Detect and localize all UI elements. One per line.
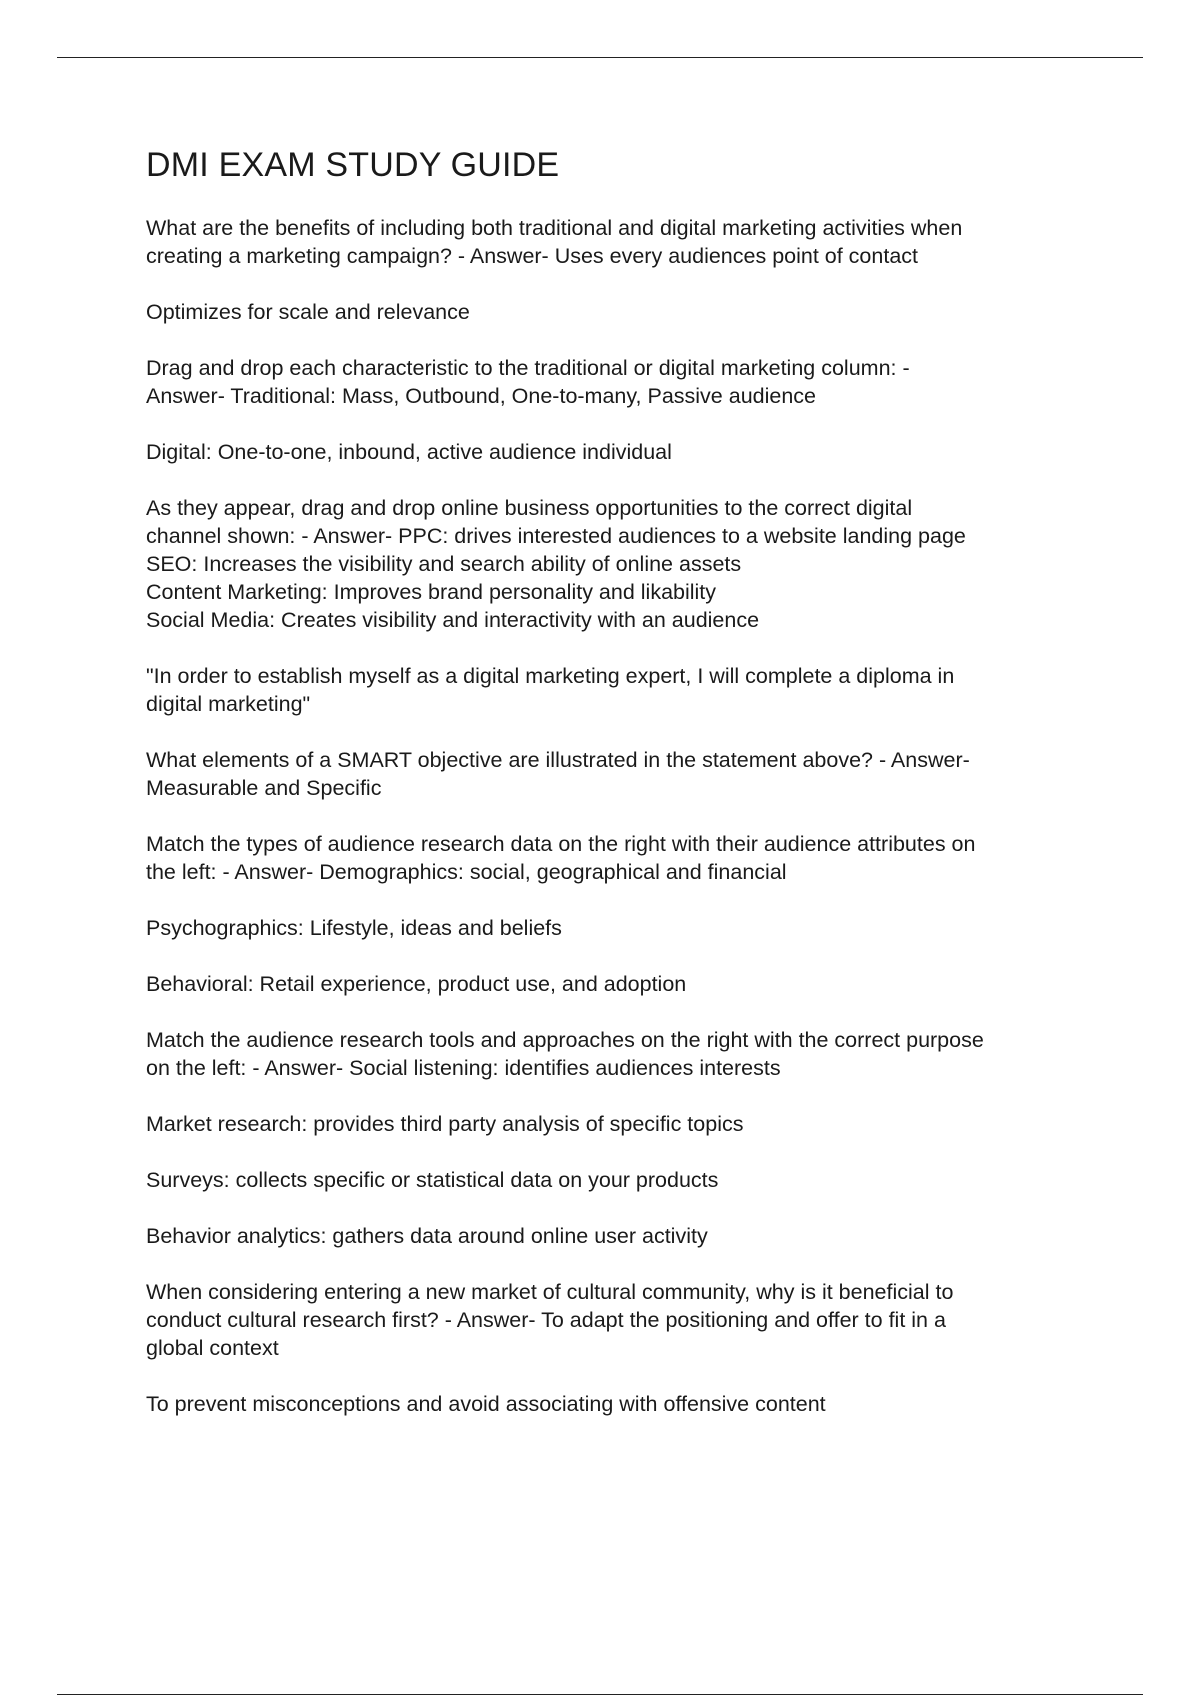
paragraph-q7-cont: To prevent misconceptions and avoid associating with offensive content <box>146 1392 826 1416</box>
document-body <box>146 142 1096 1446</box>
page-title: DMI EXAM STUDY GUIDE <box>146 146 560 184</box>
paragraph-q6-cont-2: Surveys: collects specific or statistical data on your products <box>146 1168 719 1192</box>
paragraph-q7: When considering entering a new market of cultural community, why is it beneficial to conduct cultural research first? - Answer- To adapt the positioning and offer to fit in a global context <box>146 1280 954 1360</box>
paragraph-q2: Drag and drop each characteristic to the traditional or digital marketing column: - Answer- Traditional: Mass, Outbound, One-to-many, Passive audience <box>146 356 910 408</box>
paragraph-q1: What are the benefits of including both traditional and digital marketing activities when creating a marketing campaign? - Answer- Uses every audiences point of contact <box>146 216 963 268</box>
header-rule <box>57 57 1143 58</box>
paragraph-q1-cont: Optimizes for scale and relevance <box>146 300 470 324</box>
paragraph-q5-cont-1: Psychographics: Lifestyle, ideas and beliefs <box>146 916 562 940</box>
paragraph-q4: What elements of a SMART objective are illustrated in the statement above? - Answer- Measurable and Specific <box>146 748 970 800</box>
paragraph-q6-cont-1: Market research: provides third party analysis of specific topics <box>146 1112 744 1136</box>
paragraph-q2-cont: Digital: One-to-one, inbound, active audience individual <box>146 440 672 464</box>
paragraph-q5-cont-2: Behavioral: Retail experience, product use, and adoption <box>146 972 687 996</box>
paragraph-q6: Match the audience research tools and approaches on the right with the correct purpose on the left: - Answer- Social listening: identifies audiences interests <box>146 1028 984 1080</box>
paragraph-quote: "In order to establish myself as a digital marketing expert, I will complete a diploma in digital marketing" <box>146 664 955 716</box>
paragraph-q5: Match the types of audience research data on the right with their audience attributes on the left: - Answer- Demographics: social, geographical and financial <box>146 832 976 884</box>
footer-rule <box>57 1694 1143 1695</box>
paragraph-q6-cont-3: Behavior analytics: gathers data around online user activity <box>146 1224 708 1248</box>
paragraph-q3: As they appear, drag and drop online business opportunities to the correct digital channel shown: - Answer- PPC: drives interested audiences to a website landing page SEO: Increases the visibility and search ability of online assets Content Marketing: Improves brand personality and likability Social Media: Creates visibility and interactivity with an audience <box>146 496 966 632</box>
